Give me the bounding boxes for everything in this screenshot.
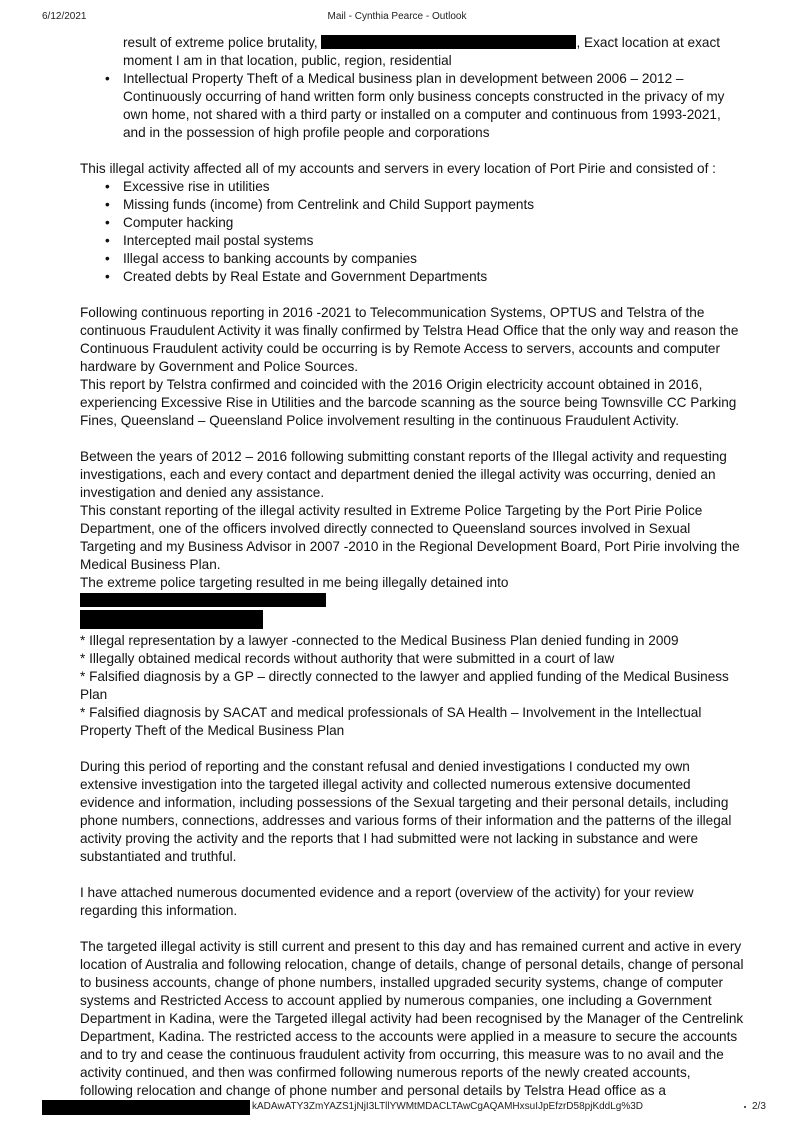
redaction-block — [80, 593, 326, 607]
list-item: • Excessive rise in utilities — [123, 178, 746, 196]
detained-line — [80, 574, 746, 610]
list-item: • Intellectual Property Theft of a Medical business plan in development between 2006 – 2012 – Continuously occurring of hand written form only business concepts constructed in the privacy of my own home, not shared with a third party or installed on a computer and continuous from 1993-2021, and in the possession of high profile people and corporations — [123, 70, 746, 142]
current-activity-paragraph: The targeted illegal activity is still current and present to this day and has remained current and active in every location of Australia and following relocation, change of details, change of personal details, change of personal to business accounts, change of phone numbers, installed upgraded security systems, change of computer systems and Restricted Access to account applied by numerous companies, one including a Government Department in Kadina, were the Targeted illegal activity had been recognised by the Manager of the Centrelink Department, Kadina. The restricted access to the accounts were applied in a measure to secure the accounts and to try and cease the continuous fraudulent activity from occurring, this measure was to no avail and the activity continued, and then was confirmed following numerous reports of the newly created accounts, following relocation and change of phone number and personal details by Telstra Head office as a — [80, 939, 744, 1098]
list-item: • Missing funds (income) from Centrelink and Child Support payments — [123, 196, 746, 214]
redaction-block — [80, 610, 263, 629]
activity-list — [80, 178, 746, 286]
star-item: * Falsified diagnosis by SACAT and medical professionals of SA Health – Involvement in the Intellectual Property Theft of the Medical Business Plan — [80, 705, 702, 738]
star-item: * Illegal representation by a lawyer -connected to the Medical Business Plan denied funding in 2009 — [80, 633, 679, 648]
footer-dot — [744, 1106, 746, 1108]
star-item: * Falsified diagnosis by a GP – directly connected to the lawyer and applied funding of the Medical Business Plan — [80, 669, 729, 702]
detained-redaction-line — [80, 610, 746, 632]
star-item: * Illegally obtained medical records without authority that were submitted in a court of law — [80, 651, 615, 666]
years-paragraph: Between the years of 2012 – 2016 following submitting constant reports of the Illegal activity and requesting investigations, each and every contact and department denied the illegal activity was occurring, denied an investigation and denied any assistance. — [80, 449, 727, 500]
intro-line-2: moment I am in that location, public, region, residential — [123, 53, 452, 68]
intro-line-1-end: , Exact location at exact — [576, 35, 721, 50]
intro-line-1 — [80, 34, 746, 52]
page-number: 2/3 — [752, 1101, 766, 1112]
list-item: • Computer hacking — [123, 214, 746, 232]
telstra-paragraph: Following continuous reporting in 2016 -2021 to Telecommunication Systems, OPTUS and Telstra of the continuous Fraudulent Activity it was finally confirmed by Telstra Head Office that the only way and reason the Continuous Fraudulent activity could be occurring is by Remote Access to servers, accounts and computer hardware by Government and Police Sources. — [80, 305, 739, 374]
print-title: Mail - Cynthia Pearce - Outlook — [327, 11, 467, 22]
email-body — [80, 34, 746, 1100]
list-item: • Created debts by Real Estate and Government Departments — [123, 268, 746, 286]
police-targeting-paragraph: This constant reporting of the illegal activity resulted in Extreme Police Targeting by the Port Pirie Police Department, one of the officers involved directly connected to Queensland sources involved in Sexual Targeting and my Business Advisor in 2007 -2010 in the Regional Development Board, Port Pirie involving the Medical Business Plan. — [80, 503, 740, 572]
telstra-report-paragraph: This report by Telstra confirmed and coincided with the 2016 Origin electricity account obtained in 2016, experiencing Excessive Rise in Utilities and the barcode scanning as the source being Townsville CC Parking Fines, Queensland – Queensland Police involvement resulting in the continuous Fraudulent Activity. — [80, 377, 737, 428]
detained-text: The extreme police targeting resulted in me being illegally detained into — [80, 575, 509, 590]
footer-redaction-block — [42, 1100, 250, 1115]
attachment-paragraph: I have attached numerous documented evidence and a report (overview of the activity) for your review regarding this information. — [80, 885, 694, 918]
investigation-paragraph: During this period of reporting and the constant refusal and denied investigations I conducted my own extensive investigation into the targeted illegal activity and collected numerous extensive documented evidence and information, including possessions of the Sexual targeting and their personal details, including phone numbers, connections, addresses and various forms of their information and the patterns of the illegal activity proving the activity and the reports that I had submitted were not lacking in substance and were substantiated and truthful. — [80, 759, 732, 864]
footer-url: kADAwATY3ZmYAZS1jNjI3LTllYWMtMDACLTAwCgAQAMHxsuIJpEfzrD58pjKddLg%3D — [252, 1101, 644, 1112]
redaction-block — [321, 35, 576, 49]
intro-line-1-start: result of extreme police brutality, — [123, 35, 318, 50]
list-item: • Intercepted mail postal systems — [123, 232, 746, 250]
activity-lead: This illegal activity affected all of my accounts and servers in every location of Port Pirie and consisted of : — [80, 161, 716, 176]
print-date: 6/12/2021 — [42, 11, 87, 22]
intro-bullet-list — [80, 70, 746, 142]
list-item: • Illegal access to banking accounts by companies — [123, 250, 746, 268]
